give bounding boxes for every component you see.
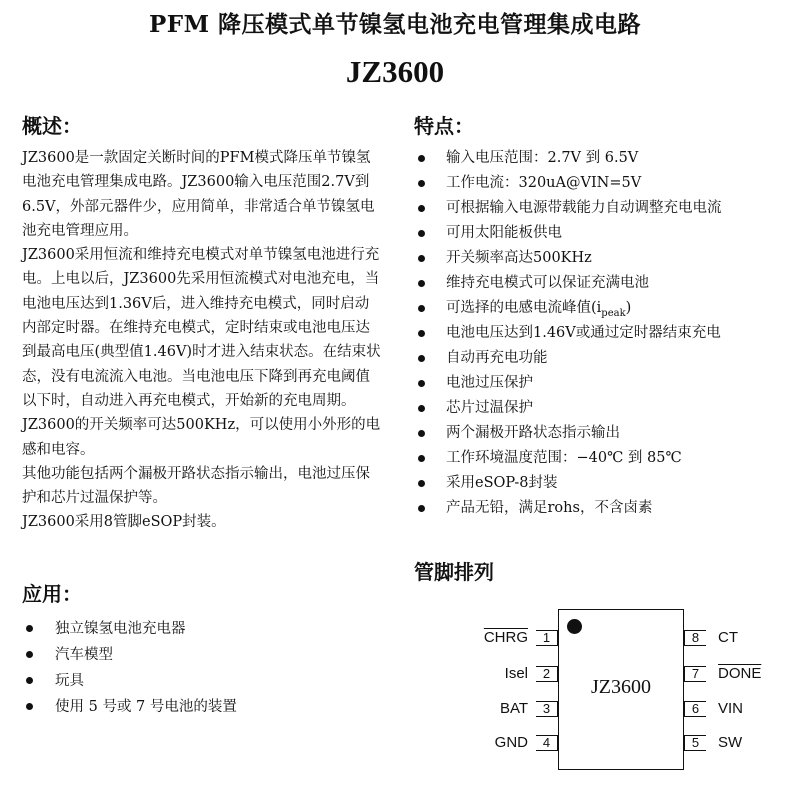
list-item xyxy=(414,146,784,171)
application-text: 使用 5 号或 7 号电池的装置 xyxy=(55,699,237,715)
list-item xyxy=(22,616,382,642)
document-title: PFM 降压模式单节镍氢电池充电管理集成电路 xyxy=(148,11,642,38)
feature-text: 开关频率高达500KHz xyxy=(446,250,592,266)
pin-name: VIN xyxy=(718,700,744,717)
bullet-icon xyxy=(26,651,33,658)
feature-text: 可根据输入电源带载能力自动调整充电电流 xyxy=(446,200,722,216)
application-text: 独立镍氢电池充电器 xyxy=(55,621,186,637)
feature-text: 产品无铅，满足rohs，不含卤素 xyxy=(446,500,653,516)
bullet-icon xyxy=(418,155,425,162)
applications-list xyxy=(22,616,382,720)
pin-name: GND xyxy=(494,734,528,751)
bullet-icon xyxy=(418,480,425,487)
feature-text: 输入电压范围：2.7V 到 6.5V xyxy=(446,150,639,166)
bullet-icon xyxy=(418,230,425,237)
bullet-icon xyxy=(418,330,425,337)
pinout-heading: 管脚排列 xyxy=(414,560,494,584)
pin-number: 7 xyxy=(684,666,706,682)
bullet-icon xyxy=(418,380,425,387)
list-item xyxy=(414,271,784,296)
feature-text: 电池电压达到1.46V或通过定时器结束充电 xyxy=(446,325,721,341)
bullet-icon xyxy=(26,625,33,632)
list-item xyxy=(414,471,784,496)
bullet-icon xyxy=(418,180,425,187)
overview-paragraph: JZ3600采用恒流和维持充电模式对单节镍氢电池进行充电。上电以后，JZ3600先采用恒流模式对电池充电，当电池电压达到1.36V后，进入维持充电模式，同时启动内部定时器。在维持充电模式，定时结束或电池电压达到最高电压(典型值1.46V)时才进入结束状态。在结束状态，没有电流流入电池。当电池电压下降到再充电阈值以下时，自动进入再充电模式，开始新的充电周期。 xyxy=(22,247,381,409)
feature-text: 维持充电模式可以保证充满电池 xyxy=(446,275,649,291)
feature-text: 采用eSOP-8封装 xyxy=(446,475,558,491)
application-text: 汽车模型 xyxy=(55,647,113,663)
pin-name: CT xyxy=(718,629,738,646)
bullet-icon xyxy=(418,430,425,437)
features-heading: 特点： xyxy=(414,114,474,138)
pin-number: 8 xyxy=(684,630,706,646)
bullet-icon xyxy=(26,677,33,684)
peak-subscript: peak xyxy=(601,307,626,319)
overview-paragraph: JZ3600采用8管脚eSOP封装。 xyxy=(22,514,226,531)
application-text: 玩具 xyxy=(55,673,84,689)
feature-text: 工作电流：320uA@VIN=5V xyxy=(446,175,642,191)
pin-name: CHRG xyxy=(483,629,528,646)
list-item xyxy=(414,346,784,371)
feature-text: 电池过压保护 xyxy=(446,375,533,391)
list-item xyxy=(414,246,784,271)
feature-text: 工作环境温度范围：−40℃ 到 85℃ xyxy=(446,450,682,466)
feature-text: 两个漏极开路状态指示输出 xyxy=(446,425,620,441)
overview-paragraph: JZ3600的开关频率可达500KHz，可以使用小外形的电感和电容。 xyxy=(22,417,381,458)
pin-name: Isel xyxy=(504,665,528,682)
overview-paragraph: 其他功能包括两个漏极开路状态指示输出，电池过压保护和芯片过温保护等。 xyxy=(22,465,370,507)
bullet-icon xyxy=(418,405,425,412)
list-item xyxy=(414,446,784,471)
overview-text xyxy=(22,146,382,535)
list-item xyxy=(414,321,784,346)
peak-close: ) xyxy=(625,300,632,316)
bullet-icon xyxy=(418,355,425,362)
list-item xyxy=(414,421,784,446)
list-item xyxy=(414,171,784,196)
bullet-icon xyxy=(418,305,425,312)
pin-number: 6 xyxy=(684,701,706,717)
pin-number: 5 xyxy=(684,735,706,751)
applications-heading: 应用： xyxy=(22,582,82,606)
pin-name: DONE xyxy=(718,665,762,682)
feature-text: 可用太阳能板供电 xyxy=(446,225,562,241)
features-list xyxy=(414,146,784,521)
bullet-icon xyxy=(418,255,425,262)
bullet-icon xyxy=(418,280,425,287)
list-item xyxy=(22,668,382,694)
list-item xyxy=(414,371,784,396)
feature-text: 自动再充电功能 xyxy=(446,350,548,366)
bullet-icon xyxy=(26,703,33,710)
bullet-icon xyxy=(418,455,425,462)
pin-number: 4 xyxy=(536,735,558,751)
chip-label: JZ3600 xyxy=(591,676,651,698)
pin-number: 2 xyxy=(536,666,558,682)
bullet-icon xyxy=(418,205,425,212)
model-number: JZ3600 xyxy=(345,54,445,89)
list-item xyxy=(414,396,784,421)
list-item xyxy=(414,496,784,521)
list-item xyxy=(414,221,784,246)
pin-number: 3 xyxy=(536,701,558,717)
list-item xyxy=(414,296,784,321)
list-item xyxy=(22,642,382,668)
list-item xyxy=(22,694,382,720)
overview-paragraph: JZ3600是一款固定关断时间的PFM模式降压单节镍氢电池充电管理集成电路。JZ3600输入电压范围2.7V到6.5V，外部元器件少，应用简单，非常适合单节镍氢电池充电管理应用。 xyxy=(22,150,375,239)
list-item xyxy=(414,196,784,221)
peak-symbol: i xyxy=(596,300,602,316)
pin-number: 1 xyxy=(536,630,558,646)
pin-name: SW xyxy=(718,734,743,751)
pin-name: BAT xyxy=(499,700,528,717)
bullet-icon xyxy=(418,505,425,512)
feature-text: 芯片过温保护 xyxy=(446,400,533,416)
overview-heading: 概述： xyxy=(22,114,82,138)
feature-text: 可选择的电感电流峰值( xyxy=(446,300,597,316)
pin1-marker-icon xyxy=(567,619,582,634)
